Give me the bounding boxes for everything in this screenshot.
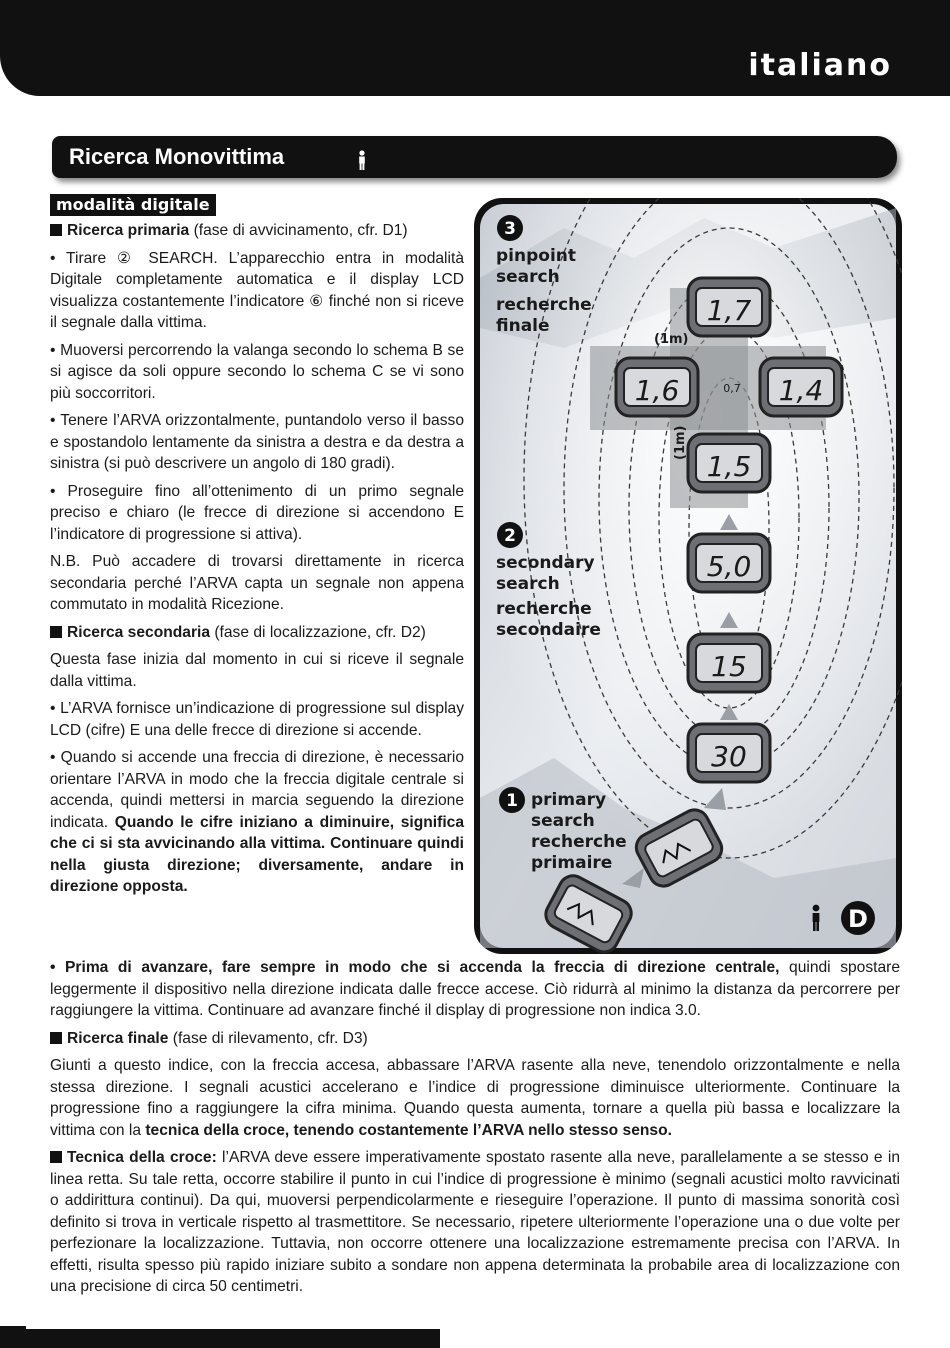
device-reading: 1,6 (634, 374, 680, 407)
primary-heading: Ricerca primaria (fase di avvicinamento, cfr. D1) (50, 220, 464, 242)
stage-3-number: 3 (504, 219, 516, 239)
stage-2-label-fr: recherche (496, 599, 592, 619)
language-label: italiano (748, 48, 892, 83)
stage-2-label-fr: secondaire (496, 620, 601, 640)
paragraph: • Proseguire fino all’ottenimento di un primo segnale preciso e chiaro (le frecce di direzione si accendono E l’indicatore di progressione si attiva). (50, 482, 464, 543)
stage-2-label: secondary (496, 553, 595, 573)
square-bullet-icon (50, 626, 62, 638)
stage-1-label: search (531, 811, 595, 831)
square-bullet-icon (50, 1032, 62, 1044)
square-bullet-icon (50, 224, 62, 236)
section-title: Ricerca Monovittima (69, 144, 285, 169)
stage-3-label: search (496, 267, 560, 287)
left-column (50, 220, 464, 904)
distance-1m-label: (1m) (654, 332, 689, 347)
person-icon (813, 905, 820, 912)
paragraph: • Tirare ② SEARCH. L’apparecchio entra in modalità Digitale completamente automatica e il display LCD visualizza costantemente l’indicatore ⑥ finché non si riceve il segnale dalla vittima. (50, 249, 464, 331)
device-reading: 1,7 (706, 294, 752, 327)
figure-letter: D (848, 905, 868, 933)
mode-tag: modalità digitale (50, 194, 216, 216)
header-bar (0, 0, 950, 96)
distance-1m-label: (1m) (673, 425, 688, 460)
stage-3-label-fr: finale (496, 316, 550, 336)
paragraph: Tecnica della croce: l’ARVA deve essere imperativamente spostato rasente alla neve, parallelamente a se stesso e in linea retta. Su tale retta, occorre stabilire il punto in cui l’indice di progressione è minimo (segnali acustici molto ravvicinati o addirittura continui). Da qui, muoversi perpendicolarmente e rieseguire l’operazione. Il punto di massima sonorità così definito si trova in verticale rispetto al trasmettitore. Se necessario, ripetere ulteriormente l’operazione una o due volte per perfezionare la localizzazione. Tuttavia, non occorre ottenere una localizzazione estremamente precisa con l’ARVA. In effetti, risulta spesso più rapido iniziare subito a sondare non appena determinata la probabile area di localizzazione con una precisione di circa 50 centimetri. (50, 1149, 900, 1295)
stage-1-label-fr: primaire (531, 853, 613, 873)
device-reading: 1,4 (778, 374, 824, 407)
page-bottom-tab (0, 1326, 440, 1348)
device-reading: 30 (711, 740, 747, 773)
paragraph: • L’ARVA fornisce un’indicazione di progressione sul display LCD (cifre) E una delle frecce di direzione si accende. (50, 700, 464, 739)
center-value: 0,7 (723, 382, 741, 395)
stage-1-number: 1 (506, 791, 518, 811)
stage-3-label: pinpoint (496, 246, 577, 266)
paragraph: Giunti a questo indice, con la freccia accesa, abbassare l’ARVA rasente alla neve, tenendolo orizzontalmente e nella stessa direzione. I segnali acustici accelerano e l’indice di progressione diminuisce ulteriormente. Continuare la progressione fino a raggiungere la cifra minima. Quando questa aumenta, tornare a quella più bassa e localizzare la vittima con la tecnica della croce, tenendo costantemente l’ARVA nello stesso senso. (50, 1057, 900, 1139)
paragraph: Questa fase inizia dal momento in cui si riceve il segnale dalla vittima. (50, 651, 464, 690)
stage-1-label: primary (531, 790, 607, 810)
stage-1-label-fr: recherche (531, 832, 627, 852)
diagram-svg (474, 198, 902, 954)
final-heading: Ricerca finale (fase di rilevamento, cfr. D3) (50, 1028, 900, 1050)
full-width-text (50, 957, 900, 1304)
paragraph: • Tenere l’ARVA orizzontalmente, puntandolo verso il basso e spostandolo lentamente da sinistra a destra e da destra a sinistra (si può descrivere un angolo di 180 gradi). (50, 412, 464, 472)
square-bullet-icon (50, 1151, 62, 1163)
stage-3-label-fr: recherche (496, 295, 592, 315)
search-diagram (474, 198, 902, 954)
device-reading: 5,0 (706, 550, 752, 583)
paragraph: • Prima di avanzare, fare sempre in modo che si accenda la freccia di direzione centrale, quindi spostare leggermente il dispositivo nella direzione indicata dalle frecce accese. Ciò ridurrà al minimo la distanza da percorrere per raggiungere la vittima. Continuare ad avanzare finché il display di progressione non indica 3.0. (50, 959, 901, 1019)
device-reading: 1,5 (706, 450, 752, 483)
paragraph: N.B. Può accadere di trovarsi direttamente in ricerca secondaria perché l’ARVA capta un segnale non appena commutato in modalità Ricezione. (50, 553, 464, 613)
person-icon (357, 150, 367, 170)
paragraph: • Muoversi percorrendo la valanga secondo lo schema B se si agisce da soli oppure secondo lo schema C se vi sono più soccorritori. (50, 341, 464, 402)
stage-2-label: search (496, 574, 560, 594)
secondary-heading: Ricerca secondaria (fase di localizzazione, cfr. D2) (50, 622, 464, 644)
stage-2-number: 2 (504, 526, 516, 546)
device-reading: 15 (711, 650, 747, 683)
section-title-bar (52, 136, 897, 178)
paragraph: • Quando si accende una freccia di direzione, è necessario orientare l’ARVA in modo che la freccia digitale centrale si accenda, quindi mettersi in marcia seguendo la direzione indicata. Quando le cifre iniziano a diminuire, significa che ci si sta avvicinando alla vittima. Continuare quindi nella giusta direzione; diversamente, andare in direzione opposta. (50, 749, 465, 895)
